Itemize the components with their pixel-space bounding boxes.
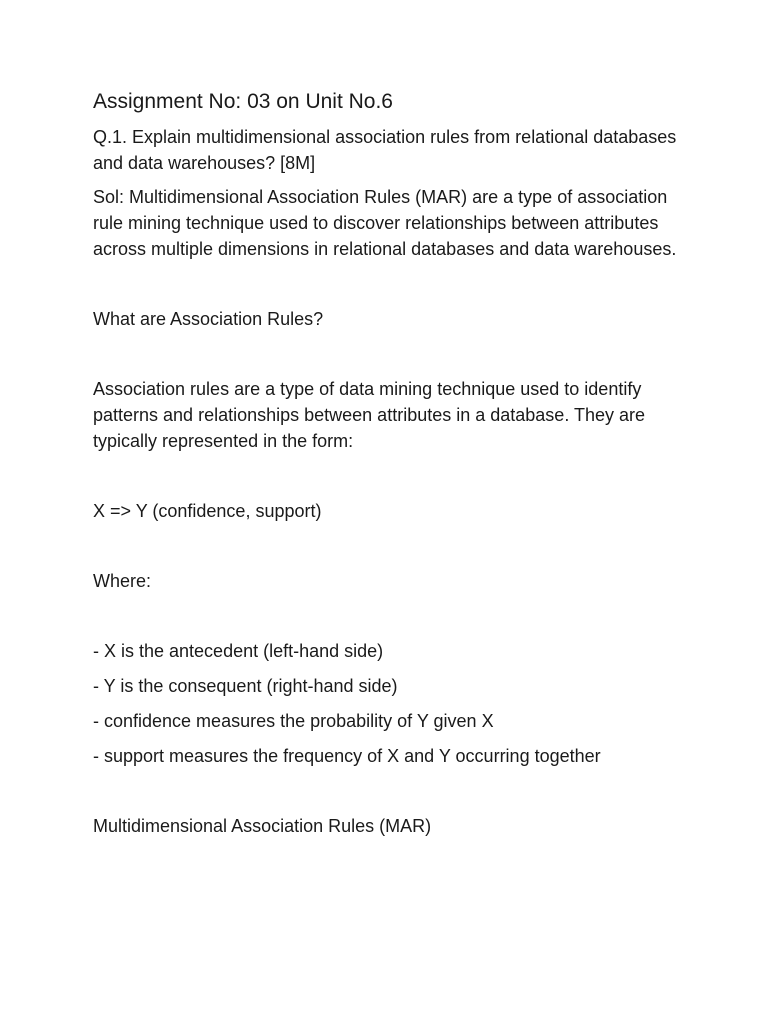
bullet-support: - support measures the frequency of X and Y occurring together bbox=[93, 746, 601, 766]
section-heading-association-rules: What are Association Rules? bbox=[93, 309, 324, 329]
association-rules-definition: Association rules are a type of data mining technique used to identify patterns and relationships between attributes in a database. They are typically represented in the form: bbox=[93, 379, 646, 451]
document-page bbox=[93, 88, 693, 839]
where-label: Where: bbox=[93, 571, 152, 591]
question-text: Q.1. Explain multidimensional association rules from relational databases and data warehouses? [8M] bbox=[93, 127, 677, 173]
rule-formula: X => Y (confidence, support) bbox=[93, 501, 322, 521]
bullet-antecedent: - X is the antecedent (left-hand side) bbox=[93, 641, 384, 661]
assignment-title: Assignment No: 03 on Unit No.6 bbox=[93, 90, 393, 113]
section-heading-mar: Multidimensional Association Rules (MAR) bbox=[93, 816, 432, 836]
solution-text: Sol: Multidimensional Association Rules (MAR) are a type of association rule mining technique used to discover relationships between attributes across multiple dimensions in relational databases and data warehouses. bbox=[93, 187, 677, 259]
bullet-consequent: - Y is the consequent (right-hand side) bbox=[93, 676, 398, 696]
bullet-confidence: - confidence measures the probability of Y given X bbox=[93, 711, 494, 731]
